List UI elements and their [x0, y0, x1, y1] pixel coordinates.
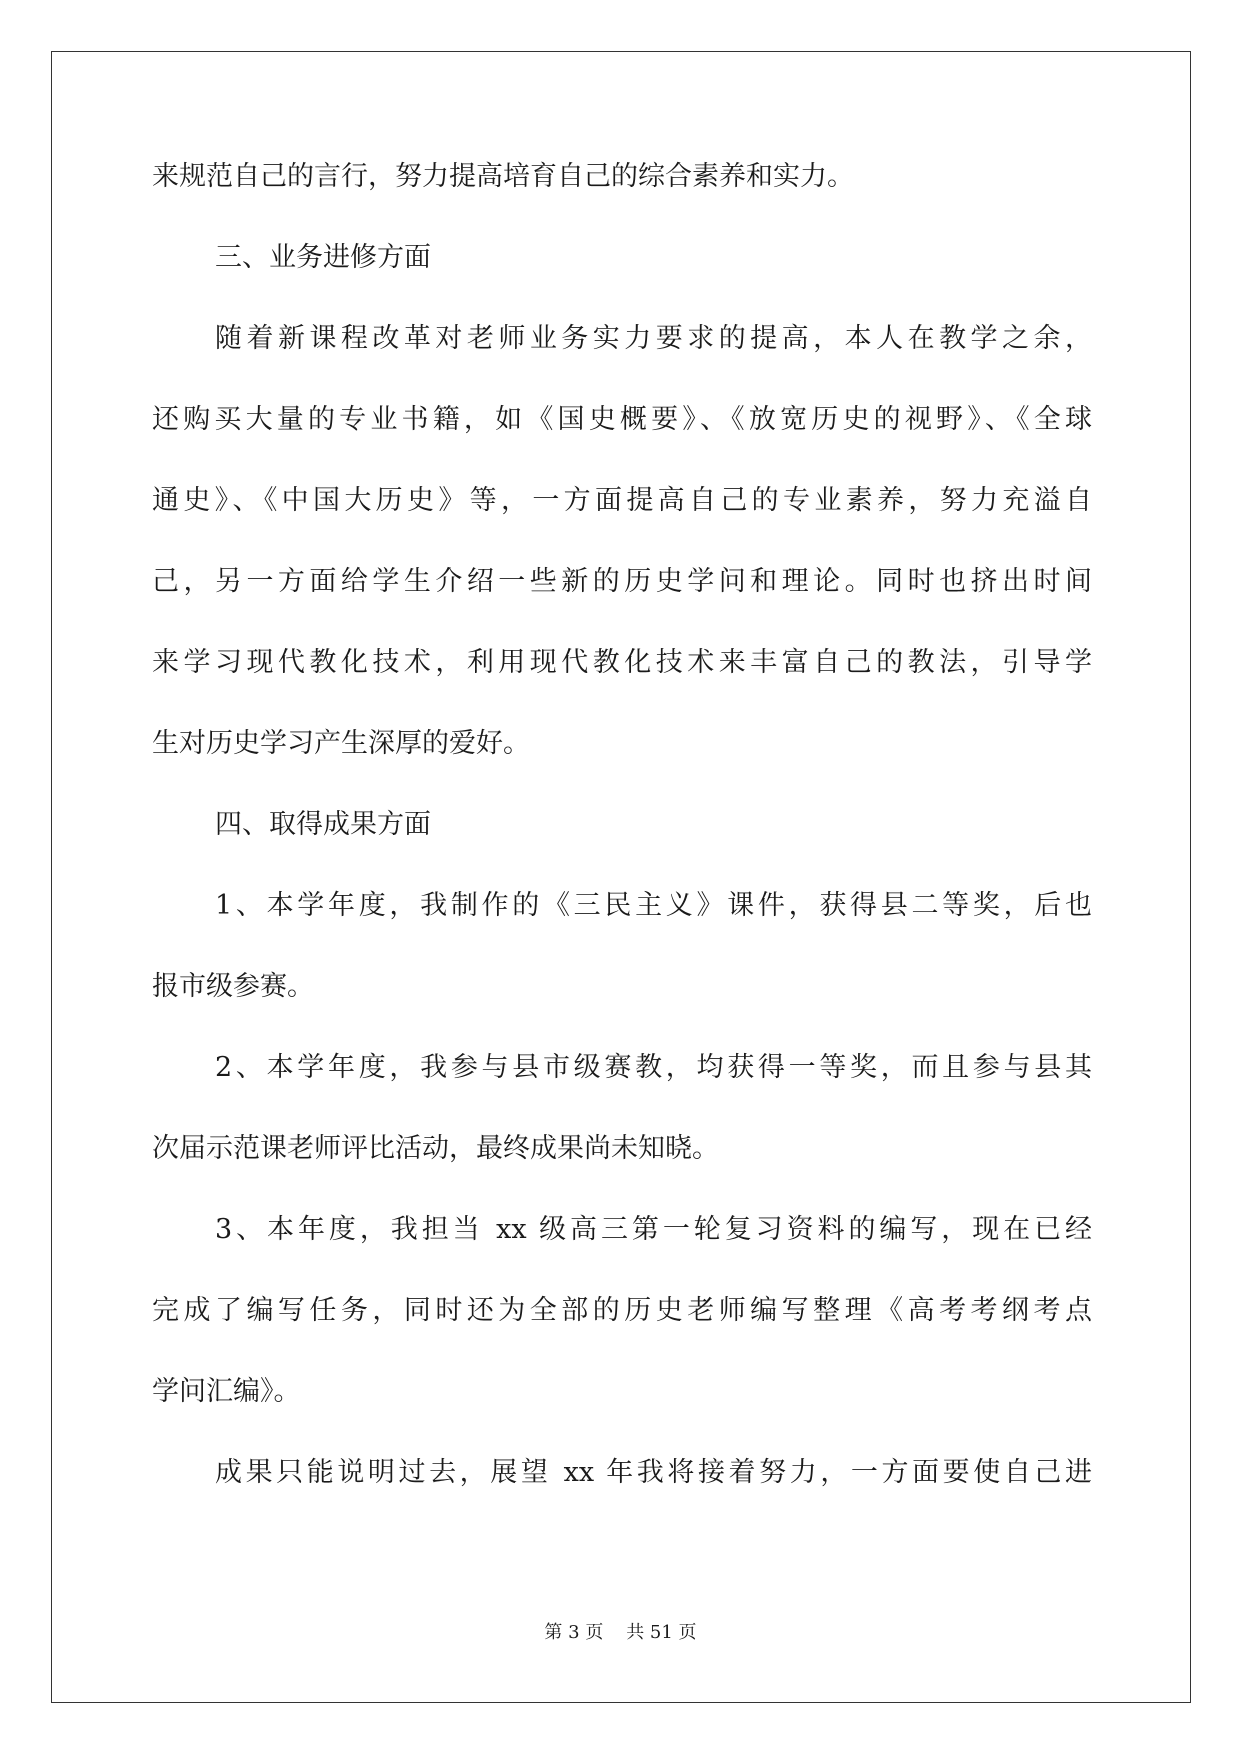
document-body: [152, 162, 1092, 1539]
text-line: 次届示范课老师评比活动，最终成果尚未知晓。: [152, 1133, 719, 1164]
text-line: 3、本年度，我担当 xx 级高三第一轮复习资料的编写，现在已经: [215, 1214, 1092, 1245]
text-line: 生对历史学习产生深厚的爱好。: [152, 728, 530, 759]
text-line: 来学习现代教化技术，利用现代教化技术来丰富自己的教法，引导学: [152, 647, 1092, 678]
text-line: 己，另一方面给学生介绍一些新的历史学问和理论。同时也挤出时间: [152, 566, 1092, 597]
text-line: 来规范自己的言行，努力提高培育自己的综合素养和实力。: [152, 161, 854, 192]
section-heading-achievements: 四、取得成果方面: [215, 809, 431, 840]
text-line: 通史》、《中国大历史》等，一方面提高自己的专业素养，努力充溢自: [152, 485, 1092, 516]
text-line: 报市级参赛。: [152, 971, 314, 1002]
page-number-footer: 第 3 页 共 51 页: [544, 1622, 697, 1643]
section-heading-professional-study: 三、业务进修方面: [215, 242, 431, 273]
text-line: 1、本学年度，我制作的《三民主义》课件，获得县二等奖，后也: [215, 890, 1092, 921]
text-line: 学问汇编》。: [152, 1376, 301, 1407]
text-line: 随着新课程改革对老师业务实力要求的提高，本人在教学之余，: [215, 323, 1092, 354]
text-line: 完成了编写任务，同时还为全部的历史老师编写整理《高考考纲考点: [152, 1295, 1092, 1326]
text-line: 成果只能说明过去，展望 xx 年我将接着努力，一方面要使自己进: [215, 1457, 1092, 1488]
text-line: 2、本学年度，我参与县市级赛教，均获得一等奖，而且参与县其: [215, 1052, 1092, 1083]
text-line: 还购买大量的专业书籍，如《国史概要》、《放宽历史的视野》、《全球: [152, 404, 1092, 435]
